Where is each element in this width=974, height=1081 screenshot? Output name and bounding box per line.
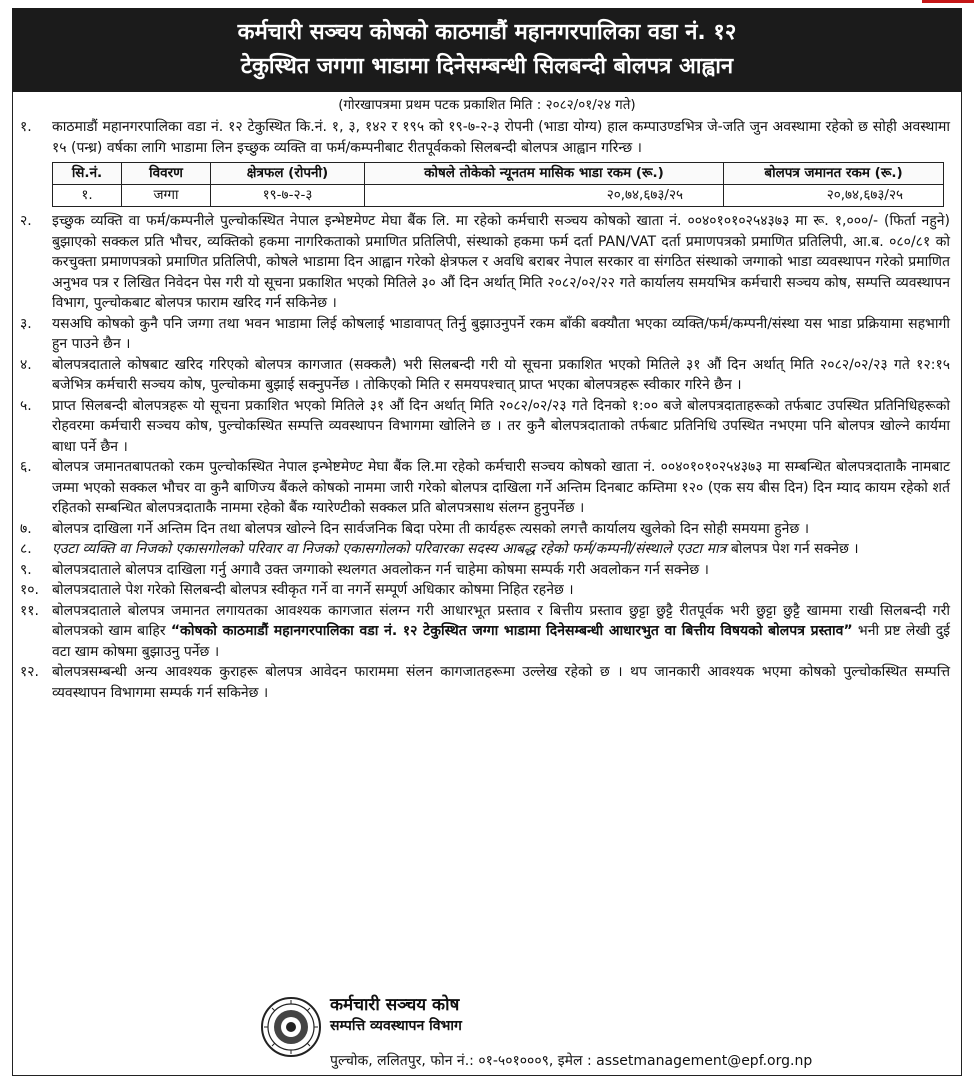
list-item — [20, 662, 950, 703]
table-cell: २०,७४,६७३/२५ — [365, 185, 724, 207]
item-number: ११. — [20, 602, 40, 619]
notice-body — [20, 117, 950, 703]
table-cell: जग्गा — [122, 185, 211, 207]
item-text-part-a: बोलपत्रदाताले बोलपत्र जमानत लगायतका आवश्यक कागजात संलग्न गरी आधारभूत प्रस्ताव र बित्तीय प्रस्ताव छुट्टा छुट्टै रीतपूर्वक भरी छुट्टा छुट्टै खाममा राखी सिलबन्दी गरी बोलपत्रको खाम बाहिर — [52, 602, 950, 639]
item-text: प्राप्त सिलबन्दी बोलपत्रहरू यो सूचना प्रकाशित भएको मितिले ३१ औं दिन अर्थात् मिति २०८२/०२/२३ गते दिनको १:०० बजे बोलपत्रदाताहरूको तर्फबाट उपस्थित प्रतिनिधिहरूको रोहवरमा कर्मचारी सञ्चय कोष, पुल्चोकस्थित सम्पत्ति व्यवस्थापन विभागमा खोलिने छ । तर कुनै बोलपत्रदाताको तर्फबाट प्रतिनिधि उपस्थित नभएमा पनि बोलपत्र खोल्ने कार्यमा बाधा पर्ने छैन । — [52, 397, 950, 455]
header-line-1: कर्मचारी सञ्चय कोषको काठमाडौं महानगरपालिका वडा नं. १२ — [237, 20, 737, 45]
list-item — [20, 539, 950, 560]
item-number: ८. — [20, 541, 32, 557]
table-header-cell: क्षेत्रफल (रोपनी) — [211, 163, 365, 185]
table-header-row — [53, 163, 944, 185]
item-text — [52, 539, 950, 560]
epf-seal-icon — [260, 996, 322, 1058]
item-text: इच्छुक व्यक्ति वा फर्म/कम्पनीले पुल्चोकस्थित नेपाल इन्भेष्टमेण्ट मेघा बैंक लि. मा रहेको कर्मचारी सञ्चय कोषको खाता नं. ००४०१०१०२५४३७३ मा रू. १,०००/- (फिर्ता नहुने) बुझाएको सक्कल प्रति भौचर, व्यक्तिको हकमा नागरिकताको प्रमाणित प्रतिलिपी, संस्थाको हकमा फर्म दर्ता PAN/VAT दर्ता प्रमाणपत्रको प्रमाणित प्रतिलिपी, आ.ब. ०८०/८१ को करचुक्ता प्रमाणपत्रको प्रमाणित प्रतिलिपी, कोषले भाडामा दिन आह्वान गरेको क्षेत्रफल र अवधि बराबर नेपाल सरकार वा संगठित संस्थाको जग्गाको भाडा व्यवस्थापन गरेको प्रमाणित अनुभव पत्र र लिखित निवेदन पेस गरी यो सूचना प्रकाशित भएको मितिले ३० औं दिन अर्थात् मिति २०८२/०२/२२ गते कार्यालय समयभित्र कर्मचारी सञ्चय कोष, सम्पत्ति व्यवस्थापन विभाग, पुल्चोकबाट बोलपत्र फाराम खरिद गर्न सकिनेछ । — [52, 213, 950, 311]
org-name: कर्मचारी सञ्चय कोष — [330, 995, 460, 1015]
item-number: १०. — [20, 582, 40, 598]
contact-address: पुल्चोक, ललितपुर, फोन नं.: ०१-५०१०००९, इमेल : assetmanagement@epf.org.np — [330, 1053, 813, 1069]
table-cell: १९-७-२-३ — [211, 185, 365, 207]
item-text-italic: एउटा व्यक्ति वा निजको एकासगोलको परिवार वा निजको एकासगोलको परिवारका सदस्य आबद्ध रहेको फर्म/कम्पनी/संस्थाले एउटा मात्र — [52, 541, 727, 557]
item-text: बोलपत्रसम्बन्धी अन्य आवश्यक कुराहरू बोलपत्र आवेदन फाराममा संलन कागजातहरूमा उल्लेख रहेको छ । थप जानकारी आवश्यक भएमा कोषको पुल्चोकस्थित सम्पत्ति व्यवस्थापन विभागमा सम्पर्क गर्न सकिनेछ । — [52, 664, 950, 701]
item-number: ३. — [20, 315, 32, 332]
table-cell: २०,७४,६७३/२५ — [724, 185, 944, 207]
item-text: बोलपत्रदाताले पेश गरेको सिलबन्दी बोलपत्र स्वीकृत गर्ने वा नगर्ने सम्पूर्ण अधिकार कोषमा निहित रहनेछ । — [52, 582, 574, 598]
item-text-part-b: भनी प्रष्ट लेखी दुई वटा खाम कोषमा बुझाउनु पर्नेछ । — [52, 623, 950, 660]
list-item — [20, 314, 950, 355]
list-item — [20, 457, 950, 519]
item-number: २. — [20, 213, 32, 229]
list-item — [20, 560, 950, 581]
item-text — [52, 601, 950, 663]
item-number: १२. — [20, 664, 40, 680]
item-text: बोलपत्र जमानतबापतको रकम पुल्चोकस्थित नेपाल इन्भेष्टमेण्ट मेघा बैंक लि.मा रहेको कर्मचारी सञ्चय कोषको खाता नं. ००४०१०१०२५४३७३ मा सम्बन्धित बोलपत्रदाताकै नामबाट जम्मा भएको सक्कल भौचर वा कुनै बाणिज्य बैंकले कोषको नाममा जारी गरेको बोलपत्र दाखिला गर्ने अन्तिम दिनबाट कम्तिमा १२० (एक सय बीस दिन) दिन म्याद कायम रहेको शर्त रहितको सम्बन्धित बोलपत्रदाताकै नाममा रहेको बैंक ग्यारेण्टीको सक्कल प्रति बोलपत्रसाथ संलग्न हुनुपर्नेछ । — [52, 459, 950, 516]
item-number: १. — [20, 119, 32, 135]
list-item — [20, 601, 950, 663]
table-header-cell: बोलपत्र जमानत रकम (रू.) — [724, 163, 944, 185]
item-number: ९. — [20, 561, 32, 578]
table-header-cell: विवरण — [122, 163, 211, 185]
table-row — [53, 185, 944, 207]
list-item — [20, 117, 950, 158]
table-header-cell: सि.नं. — [53, 163, 122, 185]
list-item — [20, 211, 950, 314]
land-table — [52, 162, 944, 207]
list-item — [20, 519, 950, 540]
item-number: ४. — [20, 356, 32, 373]
header-line-2: टेकुस्थित जगगा भाडामा दिनेसम्बन्धी सिलबन्दी बोलपत्र आह्वान — [240, 54, 734, 79]
item-text: यसअघि कोषको कुनै पनि जग्गा तथा भवन भाडामा लिई कोषलाई भाडावापत् तिर्नु बुझाउनुपर्ने रकम बाँकी बक्यौता भएका व्यक्ति/फर्म/कम्पनी/संस्था यस भाडा प्रक्रियामा सहभागी हुन पाउने छैन । — [52, 315, 950, 352]
list-item — [20, 580, 950, 601]
item-text-rest: बोलपत्र पेश गर्न सक्नेछ । — [730, 541, 859, 557]
list-item — [20, 355, 950, 396]
notice-header — [12, 8, 962, 92]
notice-footer — [260, 994, 960, 1074]
table-header-cell: कोषले तोकेको न्यूनतम मासिक भाडा रकम (रू.) — [365, 163, 724, 185]
item-number: ५. — [20, 397, 32, 414]
item-number: ७. — [20, 520, 32, 537]
item-number: ६. — [20, 459, 32, 475]
table-cell: १. — [53, 185, 122, 207]
corner-accent — [922, 0, 974, 3]
publication-date: (गोरखापत्रमा प्रथम पटक प्रकाशित मिति : २०८२/०१/२४ गते) — [338, 97, 636, 113]
list-item — [20, 396, 950, 458]
item-text-bold: “कोषको काठमाडौं महानगरपालिका वडा नं. १२ टेकुस्थित जग्गा भाडामा दिनेसम्बन्धी आधारभुत वा बित्तीय विषयको बोलपत्र प्रस्ताव” — [170, 623, 853, 639]
item-text: बोलपत्रदाताले कोषबाट खरिद गरिएको बोलपत्र कागजात (सक्कलै) भरी सिलबन्दी गरी यो सूचना प्रकाशित भएको मितिले ३१ औं दिन अर्थात् मिति २०८२/०२/२३ गते १२:१५ बजेभित्र कर्मचारी सञ्चय कोष, पुल्चोकमा बुझाई सक्नुपर्नेछ । तोकिएको मिति र समयपश्चात् प्राप्त भएका बोलपत्रहरू स्वीकार गरिने छैन । — [52, 356, 950, 393]
dept-name: सम्पत्ति व्यवस्थापन विभाग — [330, 1018, 462, 1034]
item-text: बोलपत्रदाताले बोलपत्र दाखिला गर्नु अगावै उक्त जग्गाको स्थलगत अवलोकन गर्न चाहेमा कोषमा सम्पर्क गरी अवलोकन गर्न सक्नेछ । — [52, 561, 709, 578]
item-text: बोलपत्र दाखिला गर्ने अन्तिम दिन तथा बोलपत्र खोल्ने दिन सार्वजनिक बिदा परेमा ती कार्यहरू त्यसको लगत्तै कार्यालय खुलेको दिन सोही समयमा हुनेछ । — [52, 520, 810, 537]
footer-text — [330, 994, 812, 1072]
item-text: काठमाडौं महानगरपालिका वडा नं. १२ टेकुस्थित कि.नं. १, ३, १४२ र १९५ को १९-७-२-३ रोपनी (भाडा योग्य) हाल कम्पाउण्डभित्र जे-जति जुन अवस्थामा रहेको छ सोही अवस्थामा १५ (पन्ध्र) वर्षका लागि भाडामा लिन इच्छुक व्यक्ति वा फर्म/कम्पनीबाट रीतपूर्वकको सिलबन्दी बोलपत्र आह्वान गरिन्छ । — [52, 119, 950, 156]
